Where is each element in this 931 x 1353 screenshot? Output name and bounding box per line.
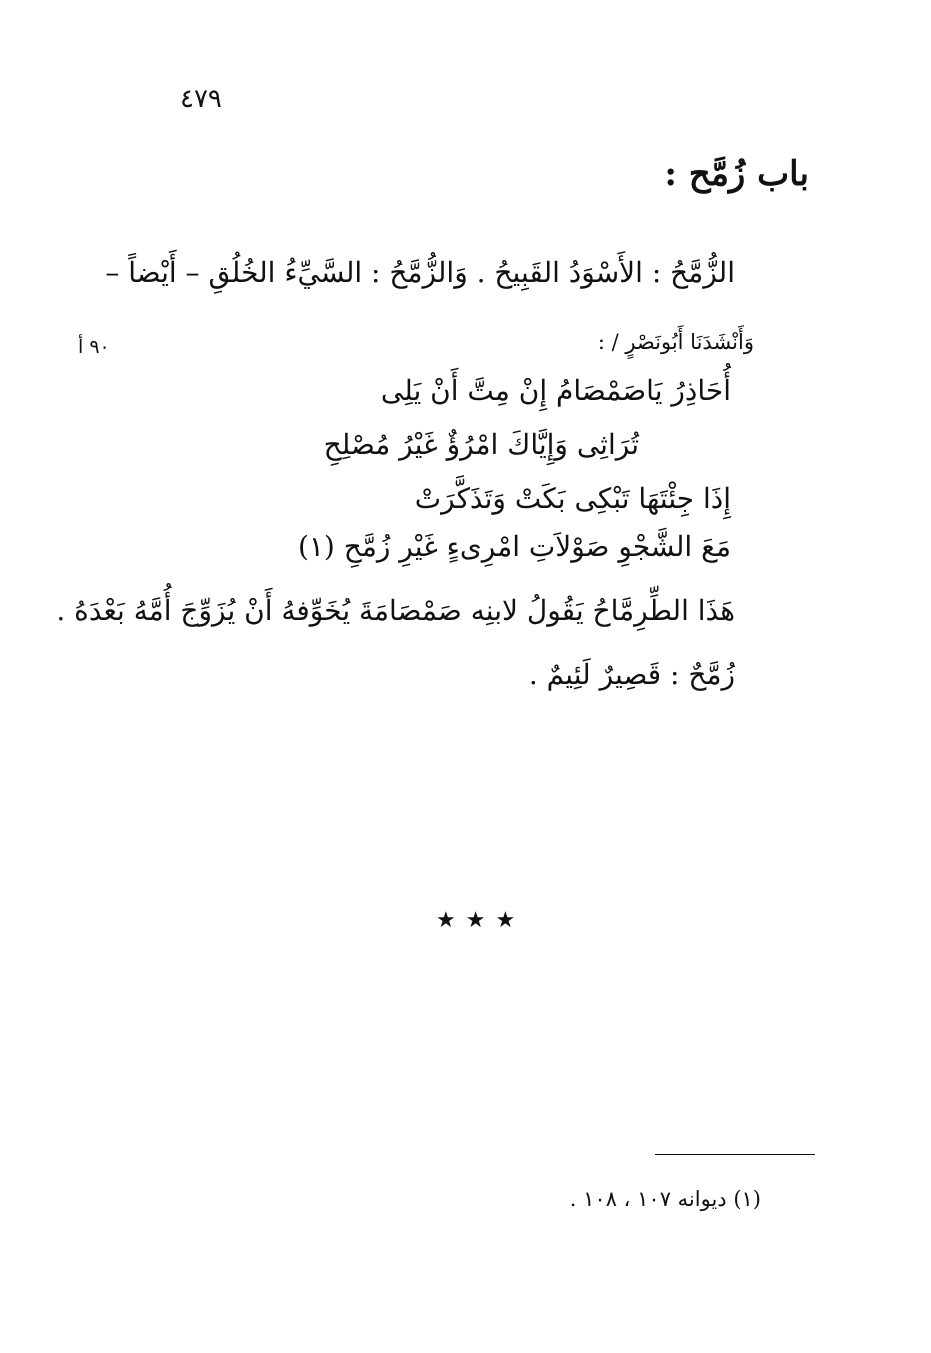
margin-folio-note: ٩٠ أ — [78, 336, 110, 358]
verse-line: مَعَ الشَّجْوِ صَوْلاَتِ امْرِىءٍ غَيْرِ زُمَّحِ (١) — [297, 530, 731, 563]
page-number: ٤٧٩ — [180, 84, 222, 114]
definition-line: الزُّمَّحُ : الأَسْوَدُ القَبِيحُ . وَالزُّمَّحُ : السَّيِّءُ الخُلُقِ – أَيْضاً – — [105, 256, 735, 289]
footnote-divider — [655, 1154, 815, 1155]
footnote: (١) ديوانه ١٠٧ ، ١٠٨ . — [569, 1187, 761, 1211]
definition-line: زُمَّحٌ : قَصِيرٌ لَئِيمٌ . — [528, 658, 735, 691]
chapter-heading: باب زُمَّح : — [664, 154, 809, 194]
verse-line: أُحَاذِرُ يَاصَمْصَامُ إِنْ مِتَّ أَنْ يَلِى — [380, 374, 731, 407]
verse-line: إِذَا جِئْتَهَا تَبْكِى بَكَتْ وَتَذَكَّرَتْ — [414, 482, 731, 515]
recitation-lead-in: وَأَنْشَدَنَا أَبُونَصْرٍ / : — [597, 330, 754, 354]
section-separator-stars: ★★★ — [436, 908, 526, 933]
explanation-line: هَذَا الطِّرِمَّاحُ يَقُولُ لابنِه صَمْصَامَةَ يُخَوِّفهُ أَنْ يُزَوِّجَ أُمَّهُ بَعْدَهُ . — [56, 594, 735, 627]
verse-line: تُرَاثِى وَإِيَّاكَ امْرُؤٌ غَيْرُ مُصْلِحِ — [323, 428, 639, 461]
